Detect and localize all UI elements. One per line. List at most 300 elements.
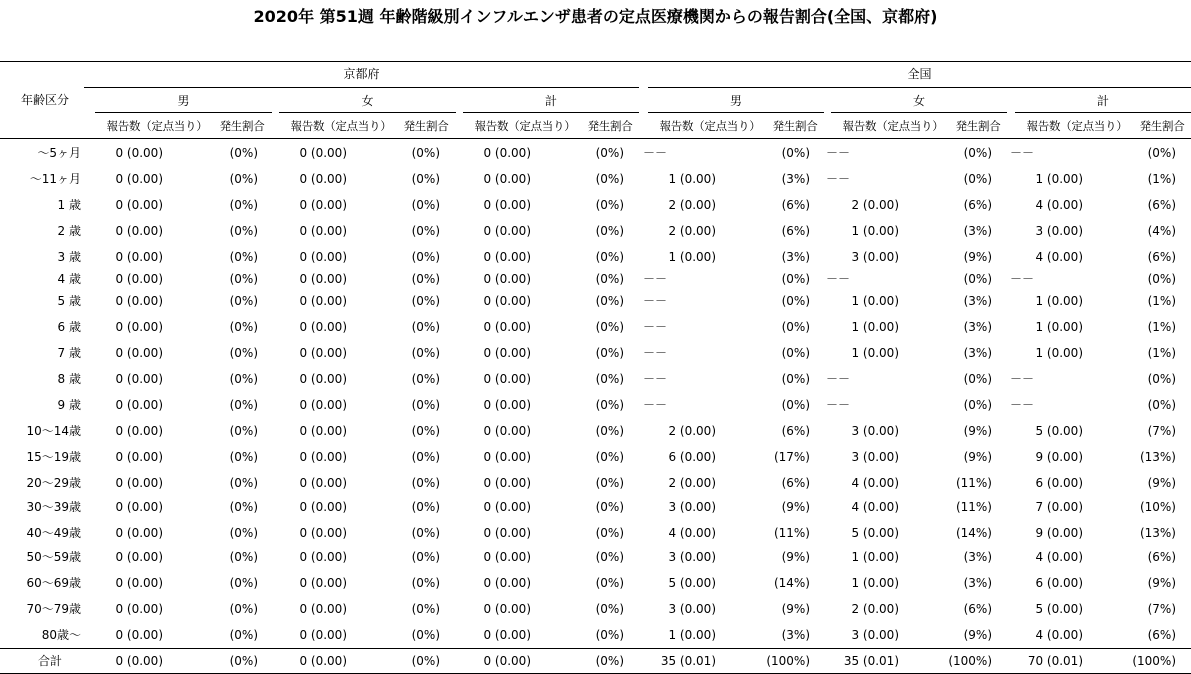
row-15-reports-5: 9 (0.00) (1035, 526, 1083, 540)
row-10-reports-0: 0 (0.00) (115, 398, 163, 412)
row-3-reports-1: 0 (0.00) (299, 224, 347, 238)
row-12-ratio-5: (13%) (1139, 450, 1176, 464)
row-0-reports-1: 0 (0.00) (299, 146, 347, 160)
row-3-ratio-3: (6%) (781, 224, 810, 238)
row-8-reports-2: 0 (0.00) (483, 346, 531, 360)
row-14-ratio-0: (0%) (229, 500, 258, 514)
row-18-ratio-0: (0%) (229, 602, 258, 616)
row-16-reports-5: 4 (0.00) (1035, 550, 1083, 564)
total-reports-2: 0 (0.00) (483, 654, 531, 668)
row-17-ratio-1: (0%) (411, 576, 440, 590)
row-19-reports-0: 0 (0.00) (115, 628, 163, 642)
row-4-ratio-4: (9%) (963, 250, 992, 264)
row-5-ratio-4: (0%) (963, 272, 992, 286)
row-9-reports-3: －－ (643, 372, 668, 386)
row-0-ratio-1: (0%) (411, 146, 440, 160)
row-10-reports-4: －－ (826, 398, 851, 412)
row-19-ratio-5: (6%) (1147, 628, 1176, 642)
row-6-reports-0: 0 (0.00) (115, 294, 163, 308)
row-14-ratio-4: (11%) (955, 500, 992, 514)
row-18-ratio-2: (0%) (595, 602, 624, 616)
row-12-ratio-3: (17%) (773, 450, 810, 464)
row-5-ratio-0: (0%) (229, 272, 258, 286)
row-9-reports-4: －－ (826, 372, 851, 386)
row-5-reports-5: －－ (1010, 272, 1035, 286)
row-18-reports-1: 0 (0.00) (299, 602, 347, 616)
row-13-age: 20〜29歳 (26, 476, 81, 490)
row-4-ratio-1: (0%) (411, 250, 440, 264)
total-reports-1: 0 (0.00) (299, 654, 347, 668)
page-title: 2020年 第51週 年齢階級別インフルエンザ患者の定点医療機関からの報告割合(全国、京都府) (253, 7, 938, 26)
row-8-reports-0: 0 (0.00) (115, 346, 163, 360)
row-0-ratio-4: (0%) (963, 146, 992, 160)
row-5-age: 4 歳 (57, 272, 81, 286)
row-13-ratio-1: (0%) (411, 476, 440, 490)
row-14-reports-2: 0 (0.00) (483, 500, 531, 514)
row-8-reports-1: 0 (0.00) (299, 346, 347, 360)
region-national-header: 全国 (907, 67, 932, 81)
row-14-ratio-1: (0%) (411, 500, 440, 514)
row-17-reports-0: 0 (0.00) (115, 576, 163, 590)
row-13-reports-1: 0 (0.00) (299, 476, 347, 490)
row-16-ratio-3: (9%) (781, 550, 810, 564)
row-6-reports-1: 0 (0.00) (299, 294, 347, 308)
region-rule-0 (84, 87, 639, 88)
row-19-reports-5: 4 (0.00) (1035, 628, 1083, 642)
row-19-ratio-2: (0%) (595, 628, 624, 642)
row-6-ratio-3: (0%) (781, 294, 810, 308)
row-1-ratio-0: (0%) (229, 172, 258, 186)
sex-header-0: 男 (177, 94, 190, 108)
row-9-reports-2: 0 (0.00) (483, 372, 531, 386)
row-18-reports-2: 0 (0.00) (483, 602, 531, 616)
reports-header-3: 報告数（定点当り） (659, 119, 761, 133)
row-0-age: 〜5ヶ月 (37, 146, 81, 160)
row-12-reports-3: 6 (0.00) (668, 450, 716, 464)
row-9-reports-5: －－ (1010, 372, 1035, 386)
row-3-reports-2: 0 (0.00) (483, 224, 531, 238)
row-8-ratio-3: (0%) (781, 346, 810, 360)
row-9-age: 8 歳 (57, 372, 81, 386)
row-13-reports-3: 2 (0.00) (668, 476, 716, 490)
table-top-rule (0, 61, 1191, 62)
row-12-reports-0: 0 (0.00) (115, 450, 163, 464)
row-5-reports-2: 0 (0.00) (483, 272, 531, 286)
row-7-reports-0: 0 (0.00) (115, 320, 163, 334)
row-17-ratio-4: (3%) (963, 576, 992, 590)
row-15-reports-4: 5 (0.00) (851, 526, 899, 540)
row-8-reports-5: 1 (0.00) (1035, 346, 1083, 360)
sex-header-2: 計 (544, 94, 557, 108)
row-11-ratio-0: (0%) (229, 424, 258, 438)
row-8-ratio-0: (0%) (229, 346, 258, 360)
row-2-reports-3: 2 (0.00) (668, 198, 716, 212)
row-10-ratio-2: (0%) (595, 398, 624, 412)
total-ratio-5: (100%) (1132, 654, 1176, 668)
total-ratio-2: (0%) (595, 654, 624, 668)
row-16-ratio-5: (6%) (1147, 550, 1176, 564)
row-2-reports-5: 4 (0.00) (1035, 198, 1083, 212)
row-17-age: 60〜69歳 (26, 576, 81, 590)
row-8-ratio-5: (1%) (1147, 346, 1176, 360)
row-11-ratio-1: (0%) (411, 424, 440, 438)
sex-rule-0 (95, 112, 272, 113)
row-16-reports-1: 0 (0.00) (299, 550, 347, 564)
row-17-reports-5: 6 (0.00) (1035, 576, 1083, 590)
row-19-reports-4: 3 (0.00) (851, 628, 899, 642)
row-8-reports-4: 1 (0.00) (851, 346, 899, 360)
row-11-reports-0: 0 (0.00) (115, 424, 163, 438)
row-13-reports-4: 4 (0.00) (851, 476, 899, 490)
row-11-ratio-3: (6%) (781, 424, 810, 438)
row-7-age: 6 歳 (57, 320, 81, 334)
row-17-ratio-2: (0%) (595, 576, 624, 590)
row-1-ratio-1: (0%) (411, 172, 440, 186)
row-13-ratio-3: (6%) (781, 476, 810, 490)
row-19-ratio-0: (0%) (229, 628, 258, 642)
row-16-reports-0: 0 (0.00) (115, 550, 163, 564)
row-0-reports-5: －－ (1010, 146, 1035, 160)
row-19-reports-3: 1 (0.00) (668, 628, 716, 642)
row-16-reports-2: 0 (0.00) (483, 550, 531, 564)
row-15-ratio-2: (0%) (595, 526, 624, 540)
total-ratio-3: (100%) (766, 654, 810, 668)
row-13-ratio-2: (0%) (595, 476, 624, 490)
row-7-ratio-5: (1%) (1147, 320, 1176, 334)
row-8-ratio-2: (0%) (595, 346, 624, 360)
row-0-reports-4: －－ (826, 146, 851, 160)
row-3-age: 2 歳 (57, 224, 81, 238)
row-6-ratio-4: (3%) (963, 294, 992, 308)
row-2-reports-4: 2 (0.00) (851, 198, 899, 212)
row-7-reports-2: 0 (0.00) (483, 320, 531, 334)
total-reports-3: 35 (0.01) (660, 654, 716, 668)
row-7-reports-5: 1 (0.00) (1035, 320, 1083, 334)
row-4-age: 3 歳 (57, 250, 81, 264)
age-header: 年齢区分 (20, 93, 69, 107)
row-14-age: 30〜39歳 (26, 500, 81, 514)
row-11-reports-5: 5 (0.00) (1035, 424, 1083, 438)
sex-rule-1 (279, 112, 456, 113)
row-0-reports-0: 0 (0.00) (115, 146, 163, 160)
row-9-reports-0: 0 (0.00) (115, 372, 163, 386)
row-6-reports-2: 0 (0.00) (483, 294, 531, 308)
row-1-reports-4: －－ (826, 172, 851, 186)
total-reports-0: 0 (0.00) (115, 654, 163, 668)
reports-header-0: 報告数（定点当り） (106, 119, 208, 133)
row-15-ratio-1: (0%) (411, 526, 440, 540)
row-13-ratio-0: (0%) (229, 476, 258, 490)
row-15-ratio-0: (0%) (229, 526, 258, 540)
ratio-header-2: 発生割合 (587, 119, 633, 133)
row-10-ratio-4: (0%) (963, 398, 992, 412)
row-9-ratio-1: (0%) (411, 372, 440, 386)
row-14-reports-4: 4 (0.00) (851, 500, 899, 514)
row-18-ratio-4: (6%) (963, 602, 992, 616)
row-13-ratio-5: (9%) (1147, 476, 1176, 490)
sex-rule-5 (1015, 112, 1191, 113)
row-19-ratio-3: (3%) (781, 628, 810, 642)
row-5-ratio-2: (0%) (595, 272, 624, 286)
row-14-reports-1: 0 (0.00) (299, 500, 347, 514)
row-15-reports-1: 0 (0.00) (299, 526, 347, 540)
row-8-age: 7 歳 (57, 346, 81, 360)
row-0-ratio-5: (0%) (1147, 146, 1176, 160)
row-6-age: 5 歳 (57, 294, 81, 308)
row-19-ratio-1: (0%) (411, 628, 440, 642)
row-17-reports-3: 5 (0.00) (668, 576, 716, 590)
total-reports-5: 70 (0.01) (1027, 654, 1083, 668)
row-18-ratio-3: (9%) (781, 602, 810, 616)
row-14-reports-0: 0 (0.00) (115, 500, 163, 514)
row-16-ratio-0: (0%) (229, 550, 258, 564)
row-4-ratio-3: (3%) (781, 250, 810, 264)
row-7-reports-4: 1 (0.00) (851, 320, 899, 334)
row-2-ratio-4: (6%) (963, 198, 992, 212)
total-reports-4: 35 (0.01) (843, 654, 899, 668)
row-4-ratio-0: (0%) (229, 250, 258, 264)
row-1-reports-0: 0 (0.00) (115, 172, 163, 186)
row-17-reports-1: 0 (0.00) (299, 576, 347, 590)
row-16-ratio-4: (3%) (963, 550, 992, 564)
row-10-ratio-5: (0%) (1147, 398, 1176, 412)
row-6-reports-3: －－ (643, 294, 668, 308)
row-4-reports-0: 0 (0.00) (115, 250, 163, 264)
reports-header-4: 報告数（定点当り） (842, 119, 944, 133)
row-10-reports-2: 0 (0.00) (483, 398, 531, 412)
row-8-reports-3: －－ (643, 346, 668, 360)
row-4-ratio-5: (6%) (1147, 250, 1176, 264)
row-3-reports-5: 3 (0.00) (1035, 224, 1083, 238)
row-1-ratio-3: (3%) (781, 172, 810, 186)
row-1-ratio-2: (0%) (595, 172, 624, 186)
row-10-reports-3: －－ (643, 398, 668, 412)
row-16-ratio-1: (0%) (411, 550, 440, 564)
row-7-reports-3: －－ (643, 320, 668, 334)
sex-header-1: 女 (361, 94, 374, 108)
row-10-reports-1: 0 (0.00) (299, 398, 347, 412)
row-3-ratio-1: (0%) (411, 224, 440, 238)
row-11-reports-2: 0 (0.00) (483, 424, 531, 438)
total-top-rule (0, 648, 1191, 649)
row-17-ratio-3: (14%) (773, 576, 810, 590)
row-9-ratio-3: (0%) (781, 372, 810, 386)
row-9-ratio-2: (0%) (595, 372, 624, 386)
row-1-ratio-5: (1%) (1147, 172, 1176, 186)
row-1-reports-5: 1 (0.00) (1035, 172, 1083, 186)
reports-header-1: 報告数（定点当り） (290, 119, 392, 133)
row-18-reports-5: 5 (0.00) (1035, 602, 1083, 616)
row-12-reports-4: 3 (0.00) (851, 450, 899, 464)
row-11-ratio-2: (0%) (595, 424, 624, 438)
row-3-ratio-2: (0%) (595, 224, 624, 238)
row-5-reports-3: －－ (643, 272, 668, 286)
row-15-ratio-4: (14%) (955, 526, 992, 540)
sex-rule-3 (648, 112, 824, 113)
total-ratio-4: (100%) (948, 654, 992, 668)
row-2-ratio-5: (6%) (1147, 198, 1176, 212)
row-4-reports-3: 1 (0.00) (668, 250, 716, 264)
row-6-ratio-0: (0%) (229, 294, 258, 308)
row-5-ratio-3: (0%) (781, 272, 810, 286)
row-8-ratio-1: (0%) (411, 346, 440, 360)
ratio-header-4: 発生割合 (955, 119, 1001, 133)
ratio-header-0: 発生割合 (219, 119, 265, 133)
row-7-ratio-0: (0%) (229, 320, 258, 334)
row-5-reports-0: 0 (0.00) (115, 272, 163, 286)
row-7-ratio-1: (0%) (411, 320, 440, 334)
row-14-ratio-5: (10%) (1139, 500, 1176, 514)
total-age: 合計 (37, 654, 62, 668)
row-2-ratio-3: (6%) (781, 198, 810, 212)
row-1-reports-3: 1 (0.00) (668, 172, 716, 186)
sex-rule-4 (831, 112, 1007, 113)
row-2-reports-1: 0 (0.00) (299, 198, 347, 212)
sex-header-5: 計 (1096, 94, 1109, 108)
ratio-header-3: 発生割合 (772, 119, 818, 133)
row-6-ratio-2: (0%) (595, 294, 624, 308)
row-3-ratio-0: (0%) (229, 224, 258, 238)
row-11-reports-3: 2 (0.00) (668, 424, 716, 438)
row-5-ratio-1: (0%) (411, 272, 440, 286)
row-17-ratio-5: (9%) (1147, 576, 1176, 590)
row-12-ratio-1: (0%) (411, 450, 440, 464)
row-2-reports-0: 0 (0.00) (115, 198, 163, 212)
row-19-ratio-4: (9%) (963, 628, 992, 642)
row-15-reports-3: 4 (0.00) (668, 526, 716, 540)
row-3-reports-3: 2 (0.00) (668, 224, 716, 238)
row-8-ratio-4: (3%) (963, 346, 992, 360)
row-12-age: 15〜19歳 (26, 450, 81, 464)
row-19-reports-2: 0 (0.00) (483, 628, 531, 642)
row-0-ratio-0: (0%) (229, 146, 258, 160)
row-13-reports-5: 6 (0.00) (1035, 476, 1083, 490)
row-1-age: 〜11ヶ月 (29, 172, 81, 186)
row-11-reports-4: 3 (0.00) (851, 424, 899, 438)
total-ratio-1: (0%) (411, 654, 440, 668)
row-12-reports-5: 9 (0.00) (1035, 450, 1083, 464)
sex-header-4: 女 (912, 94, 925, 108)
row-2-ratio-2: (0%) (595, 198, 624, 212)
row-14-reports-5: 7 (0.00) (1035, 500, 1083, 514)
total-ratio-0: (0%) (229, 654, 258, 668)
row-12-ratio-4: (9%) (963, 450, 992, 464)
row-6-reports-5: 1 (0.00) (1035, 294, 1083, 308)
row-3-ratio-4: (3%) (963, 224, 992, 238)
row-11-ratio-4: (9%) (963, 424, 992, 438)
row-14-ratio-2: (0%) (595, 500, 624, 514)
ratio-header-1: 発生割合 (403, 119, 449, 133)
row-3-reports-4: 1 (0.00) (851, 224, 899, 238)
row-5-reports-4: －－ (826, 272, 851, 286)
row-7-ratio-3: (0%) (781, 320, 810, 334)
row-2-ratio-1: (0%) (411, 198, 440, 212)
row-14-reports-3: 3 (0.00) (668, 500, 716, 514)
row-1-reports-1: 0 (0.00) (299, 172, 347, 186)
row-7-ratio-4: (3%) (963, 320, 992, 334)
row-0-reports-3: －－ (643, 146, 668, 160)
row-10-ratio-3: (0%) (781, 398, 810, 412)
row-0-ratio-3: (0%) (781, 146, 810, 160)
row-1-reports-2: 0 (0.00) (483, 172, 531, 186)
row-13-reports-2: 0 (0.00) (483, 476, 531, 490)
row-9-ratio-4: (0%) (963, 372, 992, 386)
row-3-reports-0: 0 (0.00) (115, 224, 163, 238)
row-2-ratio-0: (0%) (229, 198, 258, 212)
row-15-ratio-3: (11%) (773, 526, 810, 540)
row-7-ratio-2: (0%) (595, 320, 624, 334)
row-15-reports-2: 0 (0.00) (483, 526, 531, 540)
row-6-ratio-1: (0%) (411, 294, 440, 308)
row-12-ratio-2: (0%) (595, 450, 624, 464)
row-12-reports-2: 0 (0.00) (483, 450, 531, 464)
row-18-reports-4: 2 (0.00) (851, 602, 899, 616)
row-9-ratio-5: (0%) (1147, 372, 1176, 386)
region-kyoto-header: 京都府 (343, 67, 380, 81)
row-4-reports-1: 0 (0.00) (299, 250, 347, 264)
row-6-reports-4: 1 (0.00) (851, 294, 899, 308)
row-10-age: 9 歳 (57, 398, 81, 412)
row-2-age: 1 歳 (57, 198, 81, 212)
row-16-ratio-2: (0%) (595, 550, 624, 564)
row-17-reports-4: 1 (0.00) (851, 576, 899, 590)
row-11-age: 10〜14歳 (26, 424, 81, 438)
row-18-age: 70〜79歳 (26, 602, 81, 616)
row-5-ratio-5: (0%) (1147, 272, 1176, 286)
row-7-reports-1: 0 (0.00) (299, 320, 347, 334)
row-0-ratio-2: (0%) (595, 146, 624, 160)
row-11-ratio-5: (7%) (1147, 424, 1176, 438)
row-10-ratio-0: (0%) (229, 398, 258, 412)
row-14-ratio-3: (9%) (781, 500, 810, 514)
row-4-ratio-2: (0%) (595, 250, 624, 264)
row-12-reports-1: 0 (0.00) (299, 450, 347, 464)
row-16-reports-4: 1 (0.00) (851, 550, 899, 564)
row-18-reports-0: 0 (0.00) (115, 602, 163, 616)
row-2-reports-2: 0 (0.00) (483, 198, 531, 212)
row-5-reports-1: 0 (0.00) (299, 272, 347, 286)
row-9-reports-1: 0 (0.00) (299, 372, 347, 386)
row-12-ratio-0: (0%) (229, 450, 258, 464)
row-17-reports-2: 0 (0.00) (483, 576, 531, 590)
row-9-ratio-0: (0%) (229, 372, 258, 386)
row-13-ratio-4: (11%) (955, 476, 992, 490)
reports-header-5: 報告数（定点当り） (1026, 119, 1128, 133)
row-4-reports-2: 0 (0.00) (483, 250, 531, 264)
row-11-reports-1: 0 (0.00) (299, 424, 347, 438)
row-18-ratio-1: (0%) (411, 602, 440, 616)
row-15-ratio-5: (13%) (1139, 526, 1176, 540)
row-4-reports-4: 3 (0.00) (851, 250, 899, 264)
row-18-ratio-5: (7%) (1147, 602, 1176, 616)
row-3-ratio-5: (4%) (1147, 224, 1176, 238)
sex-rule-2 (463, 112, 639, 113)
row-0-reports-2: 0 (0.00) (483, 146, 531, 160)
row-1-ratio-4: (0%) (963, 172, 992, 186)
ratio-header-5: 発生割合 (1139, 119, 1185, 133)
row-17-ratio-0: (0%) (229, 576, 258, 590)
row-13-reports-0: 0 (0.00) (115, 476, 163, 490)
row-18-reports-3: 3 (0.00) (668, 602, 716, 616)
row-4-reports-5: 4 (0.00) (1035, 250, 1083, 264)
reports-header-2: 報告数（定点当り） (474, 119, 576, 133)
row-10-ratio-1: (0%) (411, 398, 440, 412)
row-15-reports-0: 0 (0.00) (115, 526, 163, 540)
header-bottom-rule (0, 138, 1191, 139)
region-rule-1 (648, 87, 1191, 88)
row-19-age: 80歳〜 (41, 628, 81, 642)
row-6-ratio-5: (1%) (1147, 294, 1176, 308)
